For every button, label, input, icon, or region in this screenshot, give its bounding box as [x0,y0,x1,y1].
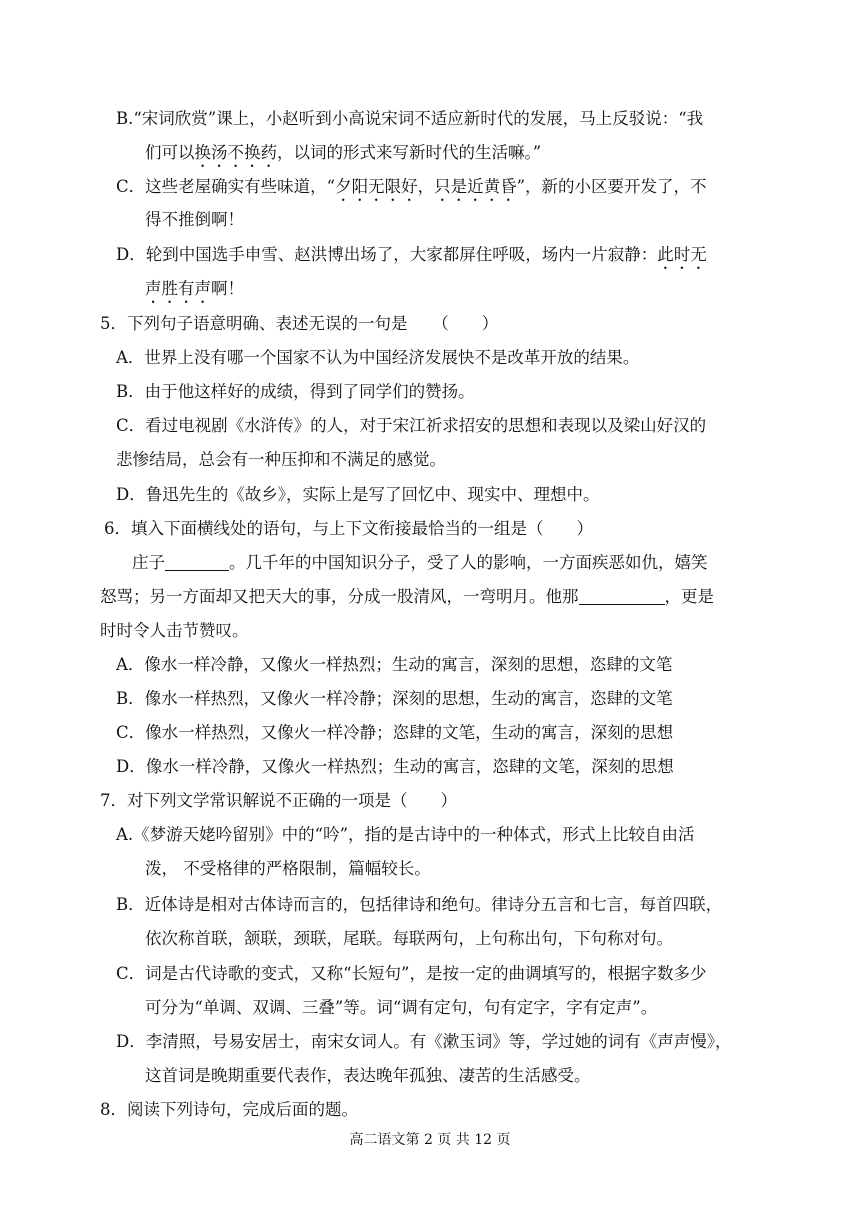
q4-option-c-line2: 得不推倒啊！ [145,210,244,229]
q7-stem: 7．对下列文学常识解说不正确的一项是（ ） [100,791,457,810]
q4-option-c-line1 [116,176,707,205]
q6-passage-text: 庄子 [132,553,165,572]
q4-b-text-end: ，以词的形式来写新时代的生活嘛。” [277,143,542,162]
q4-c-text: C．这些老屋确实有些味道，“ [116,177,336,196]
q6-passage-line1 [132,552,708,574]
q4-d-text: D．轮到中国选手申雪、赵洪博出场了，大家都屏住呼吸，场内一片寂静： [116,245,658,264]
q7-option-b-line1: B．近体诗是相对古体诗而言的，包括律诗和绝句。律诗分五言和七言，每首四联， [116,895,723,914]
q4-d-text-end: 啊！ [211,279,244,298]
q7-option-b-line2: 依次称首联，颔联，颈联，尾联。每联两句，上句称出句，下句称对句。 [145,929,673,948]
q7-option-a-line2: 泼， 不受格律的严格限制，篇幅较长。 [145,859,431,878]
q6-option-a: A．像水一样冷静，又像火一样热烈；生动的寓言，深刻的思想，恣肆的文笔 [116,655,673,674]
q6-passage-text-cont: 。几千年的中国知识分子，受了人的影响，一方面疾恶如仇，嬉笑 [229,553,708,572]
q4-b-text: 们可以 [145,143,195,162]
q7-option-d-line2: 这首词是晚期重要代表作，表达晚年孤独、凄苦的生活感受。 [145,1066,591,1085]
q4-option-d-line2 [145,278,244,307]
q7-option-a-line1: A.《梦游天姥吟留别》中的“吟”，指的是古诗中的一种体式，形式上比较自由活 [116,825,695,844]
q5-option-c-line2: 悲惨结局，总会有一种压抑和不满足的感觉。 [116,450,446,469]
q4-c-text-end: ”，新的小区要开发了，不 [516,177,707,196]
q6-passage-line2 [100,586,714,608]
q6-passage-text-2: 怒骂；另一方面却又把天大的事，分成一股清风，一弯明月。他那 [100,587,579,606]
q5-stem: 5．下列句子语意明确、表述无误的一句是 （ ） [100,314,499,333]
q5-option-c-line1: C．看过电视剧《水浒传》的人，对于宋江祈求招安的思想和表现以及梁山好汉的 [116,416,707,435]
q6-option-c: C．像水一样热烈，又像火一样冷静；恣肆的文笔，生动的寓言，深刻的思想 [116,723,674,742]
q7-option-c-line1: C．词是古代诗歌的变式，又称“长短句”，是按一定的曲调填写的，根据字数多少 [116,964,707,983]
q4-b-dotted-phrase: 换汤不换药 [194,143,277,162]
q4-option-d-line1 [116,244,707,273]
q7-option-d-line1: D．李清照，号易安居士，南宋女词人。有《漱玉词》等，学过她的词有《声声慢》， [116,1032,732,1051]
q4-option-b-line2 [145,142,541,171]
q4-c-dotted-phrase: 夕阳无限好，只是近黄昏 [335,177,517,196]
q6-passage-line3: 时时令人击节赞叹。 [100,621,249,640]
q5-option-d: D．鲁迅先生的《故乡》，实际上是写了回忆中、现实中、理想中。 [116,485,600,504]
q5-option-b: B．由于他这样好的成绩，得到了同学们的赞扬。 [116,382,475,401]
q8-stem: 8．阅读下列诗句，完成后面的题。 [100,1100,358,1119]
q5-option-a: A．世界上没有哪一个国家不认为中国经济发展快不是改革开放的结果。 [116,348,640,367]
q6-blank-2[interactable] [579,586,665,605]
page-footer: 高二语文第 2 页 共 12 页 [349,1132,511,1148]
q7-option-c-line2: 可分为“单调、双调、三叠”等。词“调有定句，句有定字，字有定声”。 [145,998,658,1017]
q4-d-dotted-phrase: 此时无 [657,245,707,264]
q6-passage-text-2-end: ，更是 [664,587,714,606]
q4-option-b-line1: B.“宋词欣赏”课上，小赵听到小高说宋词不适应新时代的发展，马上反驳说：“我 [116,109,704,128]
q6-stem: 6．填入下面横线处的语句，与上下文衔接最恰当的一组是（ ） [104,519,593,538]
q6-option-b: B．像水一样热烈，又像火一样冷静；深刻的思想，生动的寓言，恣肆的文笔 [116,689,673,708]
q6-blank-1[interactable] [165,552,229,571]
q6-option-d: D．像水一样冷静，又像火一样热烈；生动的寓言，恣肆的文笔，深刻的思想 [116,757,674,776]
q4-d-dotted-phrase-2: 声胜有声 [145,279,211,298]
